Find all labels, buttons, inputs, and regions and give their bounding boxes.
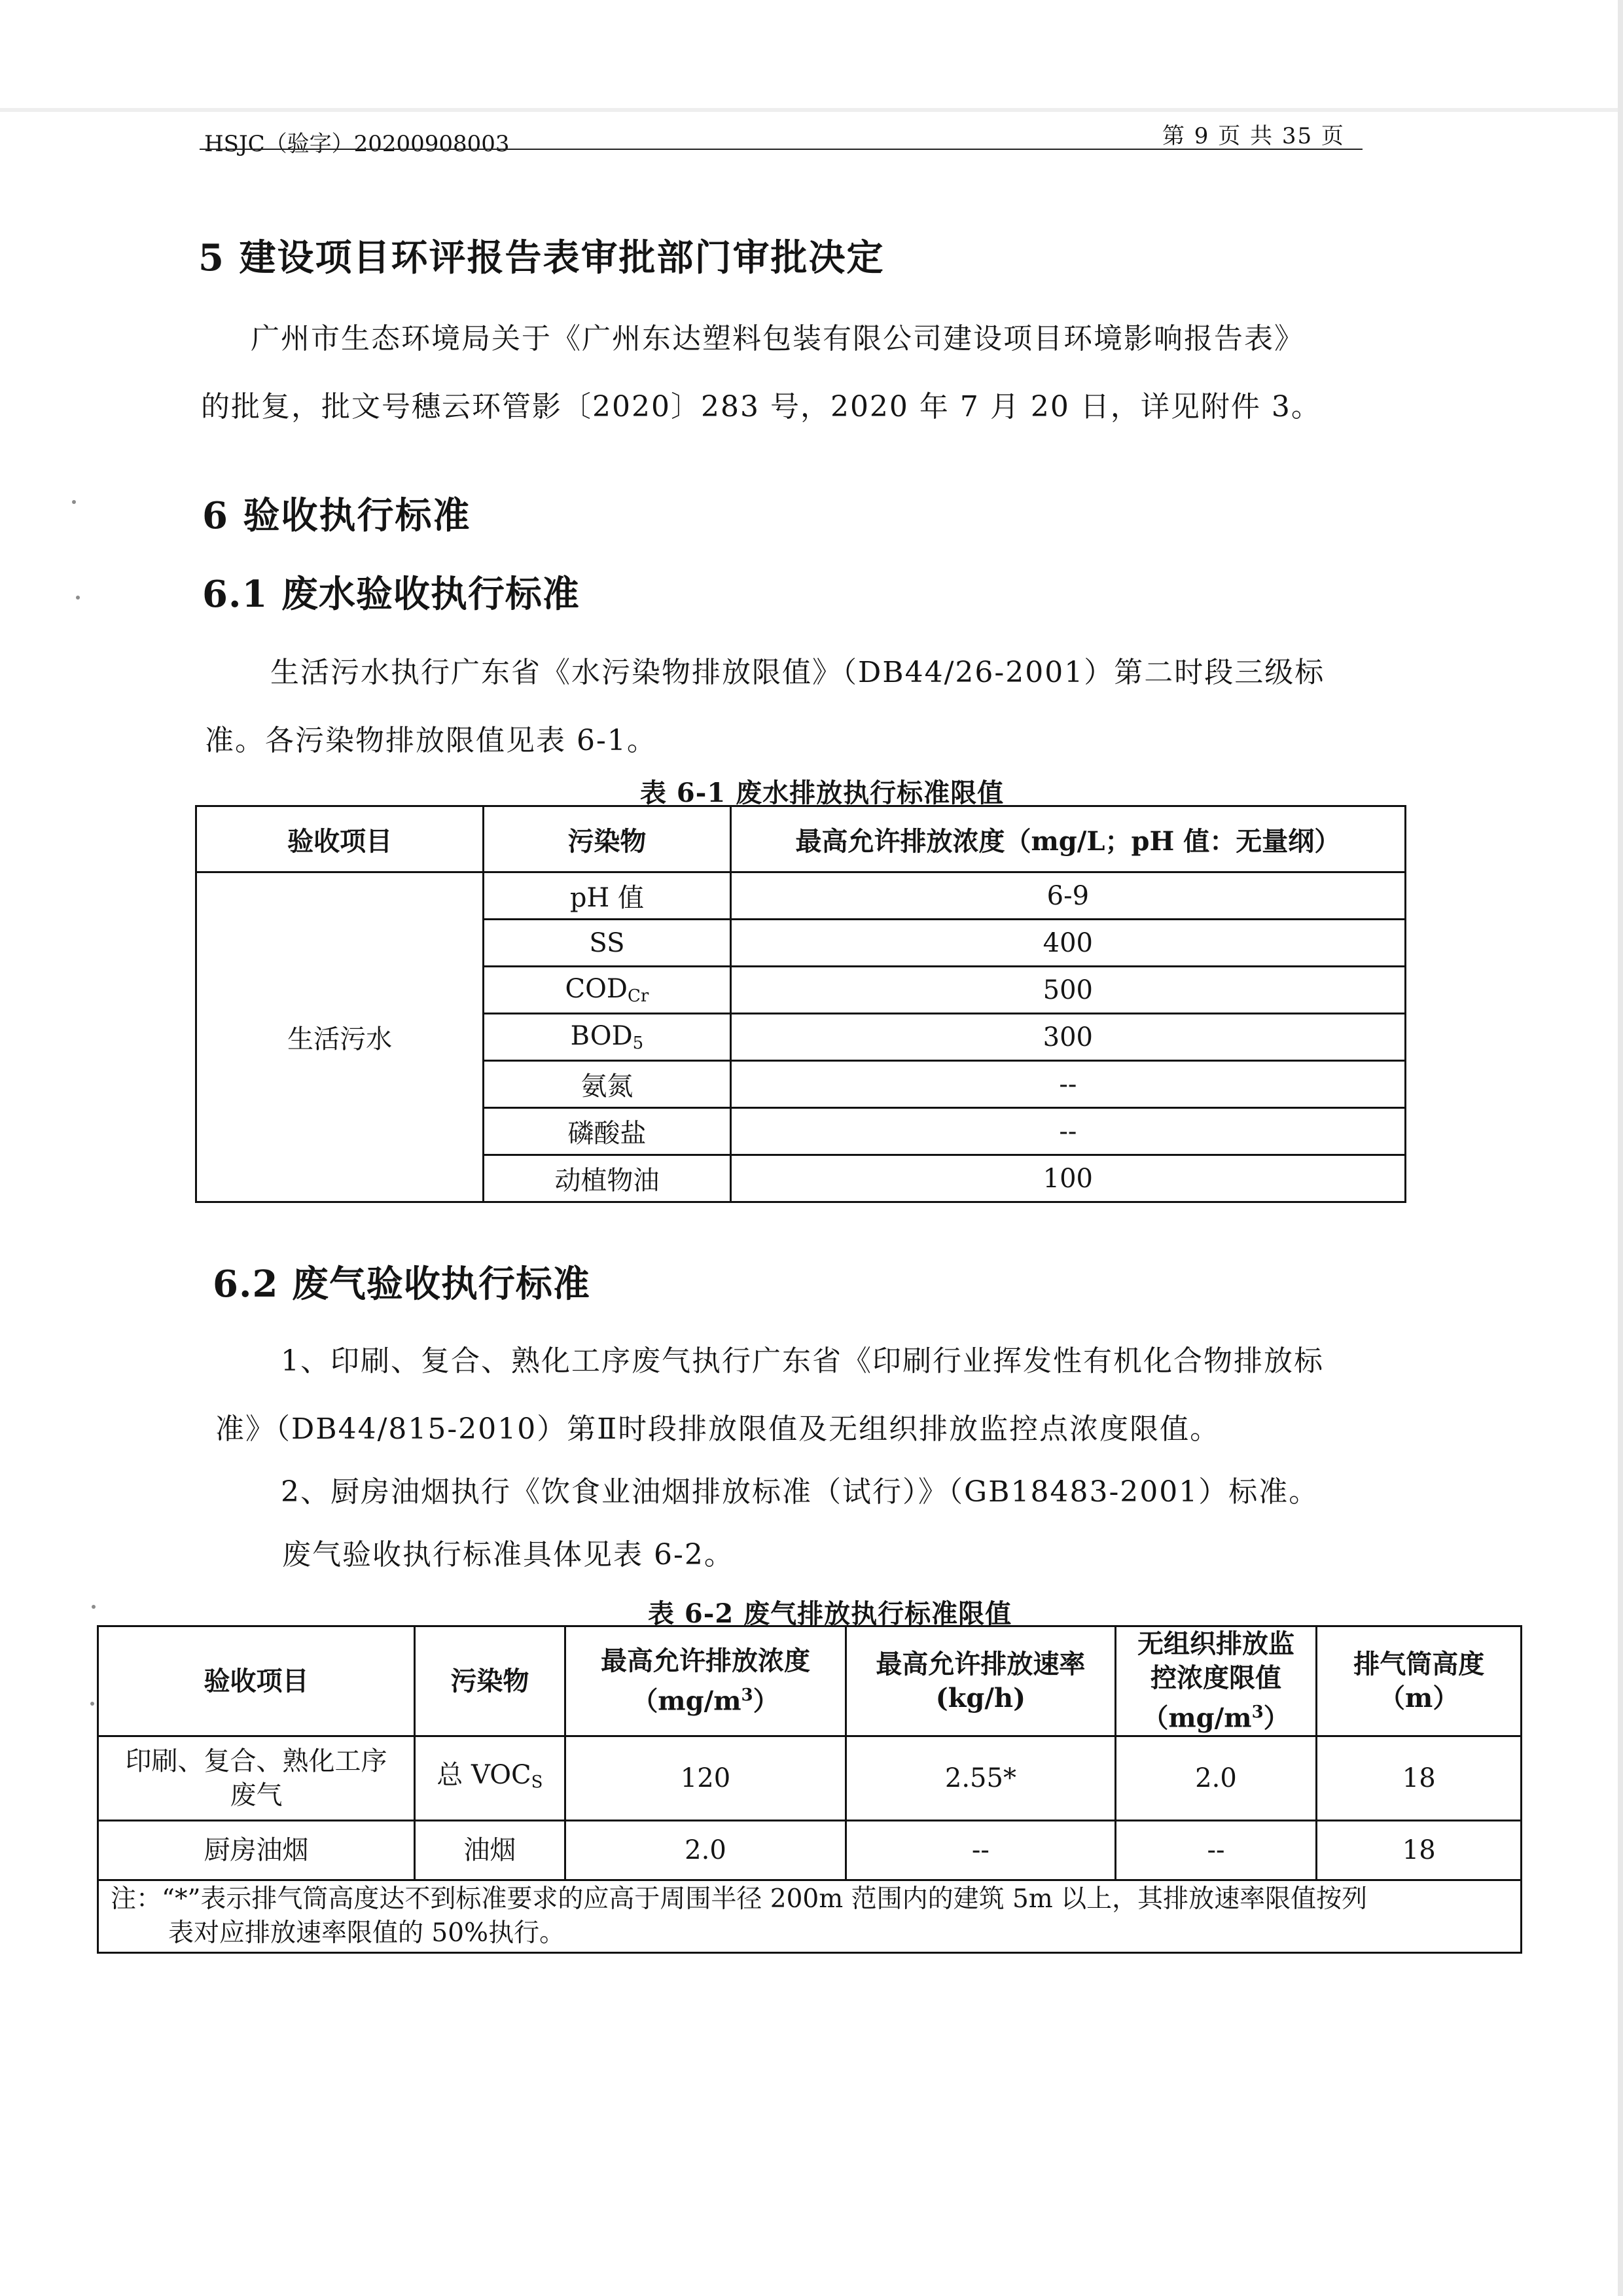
header-rule xyxy=(200,149,1363,150)
pollutant-cell: pH 值 xyxy=(484,872,731,920)
col-header-max-rate xyxy=(846,1626,1115,1736)
table-header-row xyxy=(196,806,1406,872)
note-line-2: 表对应排放速率限值的 50%执行。 xyxy=(168,1918,565,1948)
wastewater-standard-table xyxy=(195,805,1406,1203)
value-cell: 400 xyxy=(730,920,1405,967)
pollutant-name: COD xyxy=(565,974,628,1004)
col-header-item: 验收项目 xyxy=(196,806,484,872)
pollutant-cell: SS xyxy=(484,920,731,967)
note-line-1: 注：“*”表示排气筒高度达不到标准要求的应高于周围半径 200m 范围内的建筑 5m 以上，其排放速率限值按列 xyxy=(111,1884,1368,1914)
col-header-pollutant: 污染物 xyxy=(484,806,731,872)
table-note-row xyxy=(98,1880,1522,1953)
page-indicator: 第 9 页 共 35 页 xyxy=(1162,123,1345,149)
max-conc-label: 最高允许排放浓度 xyxy=(600,1645,810,1676)
waste-gas-standard-table xyxy=(97,1625,1522,1954)
section-6-title: 6 验收执行标准 xyxy=(202,494,471,537)
unorganized-cell: 2.0 xyxy=(1115,1736,1317,1821)
unit-text: （mg/m xyxy=(632,1685,741,1717)
value-cell: 300 xyxy=(730,1014,1405,1061)
stack-height-unit: （m） xyxy=(1379,1682,1459,1713)
table-6-2-caption: 表 6-2 废气排放执行标准限值 xyxy=(648,1598,1012,1629)
pollutant-subscript: S xyxy=(531,1772,543,1792)
unorganized-label-1: 无组织排放监 xyxy=(1137,1628,1294,1659)
section-5-para-line2: 的批复，批文号穗云环管影〔2020〕283 号，2020 年 7 月 20 日，详见附件 3。 xyxy=(201,390,1321,423)
scan-top-edge xyxy=(0,108,1623,112)
section-6-1-title: 6.1 废水验收执行标准 xyxy=(202,573,580,616)
scan-right-edge xyxy=(1618,0,1623,2296)
conc-cell: 120 xyxy=(565,1736,846,1821)
unorganized-unit xyxy=(1120,1695,1312,1735)
table-row xyxy=(98,1821,1522,1880)
section-6-2-item3: 废气验收执行标准具体见表 6-2。 xyxy=(282,1538,734,1571)
value-cell: 500 xyxy=(730,967,1405,1014)
max-rate-label: 最高允许排放速率 xyxy=(876,1648,1086,1679)
pollutant-cell xyxy=(415,1736,565,1821)
pollutant-cell: 动植物油 xyxy=(484,1155,731,1202)
max-conc-unit xyxy=(570,1678,842,1718)
unit-superscript: 3 xyxy=(741,1685,753,1705)
section-6-2-item1-line1: 1、印刷、复合、熟化工序废气执行广东省《印刷行业挥发性有机化合物排放标 xyxy=(281,1344,1324,1378)
unit-text: （mg/m xyxy=(1142,1702,1252,1734)
pollutant-subscript: Cr xyxy=(628,986,649,1006)
col-header-max-conc xyxy=(565,1626,846,1736)
unorganized-cell: -- xyxy=(1115,1821,1317,1880)
rate-cell: 2.55* xyxy=(846,1736,1115,1821)
unorganized-label-2: 控浓度限值 xyxy=(1150,1662,1281,1693)
col-header-pollutant: 污染物 xyxy=(415,1626,565,1736)
pollutant-subscript: 5 xyxy=(632,1033,644,1053)
value-cell: -- xyxy=(730,1108,1405,1155)
pollutant-cell: 磷酸盐 xyxy=(484,1108,731,1155)
group-cell-domestic-sewage: 生活污水 xyxy=(196,872,484,1202)
table-6-1-caption: 表 6-1 废水排放执行标准限值 xyxy=(640,778,1005,808)
table-row xyxy=(196,872,1406,920)
item-line-2: 废气 xyxy=(230,1780,283,1811)
section-6-2-item1-line2: 准》（DB44/815-2010）第Ⅱ时段排放限值及无组织排放监控点浓度限值。 xyxy=(215,1412,1221,1446)
unit-close: ） xyxy=(753,1685,779,1717)
scan-speck xyxy=(76,596,80,600)
scan-speck xyxy=(92,1605,96,1609)
value-cell: 100 xyxy=(730,1155,1405,1202)
table-header-row xyxy=(98,1626,1522,1736)
height-cell: 18 xyxy=(1317,1821,1522,1880)
pollutant-name: 总 VOC xyxy=(437,1759,531,1790)
pollutant-cell: 油烟 xyxy=(415,1821,565,1880)
value-cell: 6-9 xyxy=(730,872,1405,920)
col-header-max-conc: 最高允许排放浓度（mg/L；pH 值：无量纲） xyxy=(730,806,1405,872)
item-line-1: 印刷、复合、熟化工序 xyxy=(125,1746,387,1777)
col-header-stack-height xyxy=(1317,1626,1522,1736)
section-6-1-para-line1: 生活污水执行广东省《水污染物排放限值》（DB44/26-2001）第二时段三级标 xyxy=(270,656,1325,689)
pollutant-cell xyxy=(484,1014,731,1061)
pollutant-cell xyxy=(484,967,731,1014)
item-cell: 厨房油烟 xyxy=(98,1821,415,1880)
section-6-2-title: 6.2 废气验收执行标准 xyxy=(213,1263,590,1306)
section-5-title: 5 建设项目环评报告表审批部门审批决定 xyxy=(198,236,885,279)
height-cell: 18 xyxy=(1317,1736,1522,1821)
scan-speck xyxy=(90,1702,94,1706)
section-6-2-item2: 2、厨房油烟执行《饮食业油烟排放标准（试行）》（GB18483-2001）标准。 xyxy=(281,1475,1319,1509)
table-row xyxy=(98,1736,1522,1821)
scan-speck xyxy=(72,500,76,504)
table-note xyxy=(98,1880,1522,1953)
value-cell: -- xyxy=(730,1061,1405,1108)
pollutant-name: BOD xyxy=(570,1021,633,1051)
rate-cell: -- xyxy=(846,1821,1115,1880)
section-6-1-para-line2: 准。各污染物排放限值见表 6-1。 xyxy=(205,724,657,757)
conc-cell: 2.0 xyxy=(565,1821,846,1880)
section-5-para-line1: 广州市生态环境局关于《广州东达塑料包装有限公司建设项目环境影响报告表》 xyxy=(251,322,1304,355)
max-rate-unit: (kg/h) xyxy=(935,1682,1026,1713)
document-number: HSJC（验字）20200908003 xyxy=(204,131,510,157)
unit-superscript: 3 xyxy=(1251,1702,1264,1722)
col-header-unorganized-limit xyxy=(1115,1626,1317,1736)
item-cell xyxy=(98,1736,415,1821)
stack-height-label: 排气筒高度 xyxy=(1353,1648,1485,1679)
col-header-item: 验收项目 xyxy=(98,1626,415,1736)
pollutant-cell: 氨氮 xyxy=(484,1061,731,1108)
unit-close: ） xyxy=(1263,1702,1290,1734)
